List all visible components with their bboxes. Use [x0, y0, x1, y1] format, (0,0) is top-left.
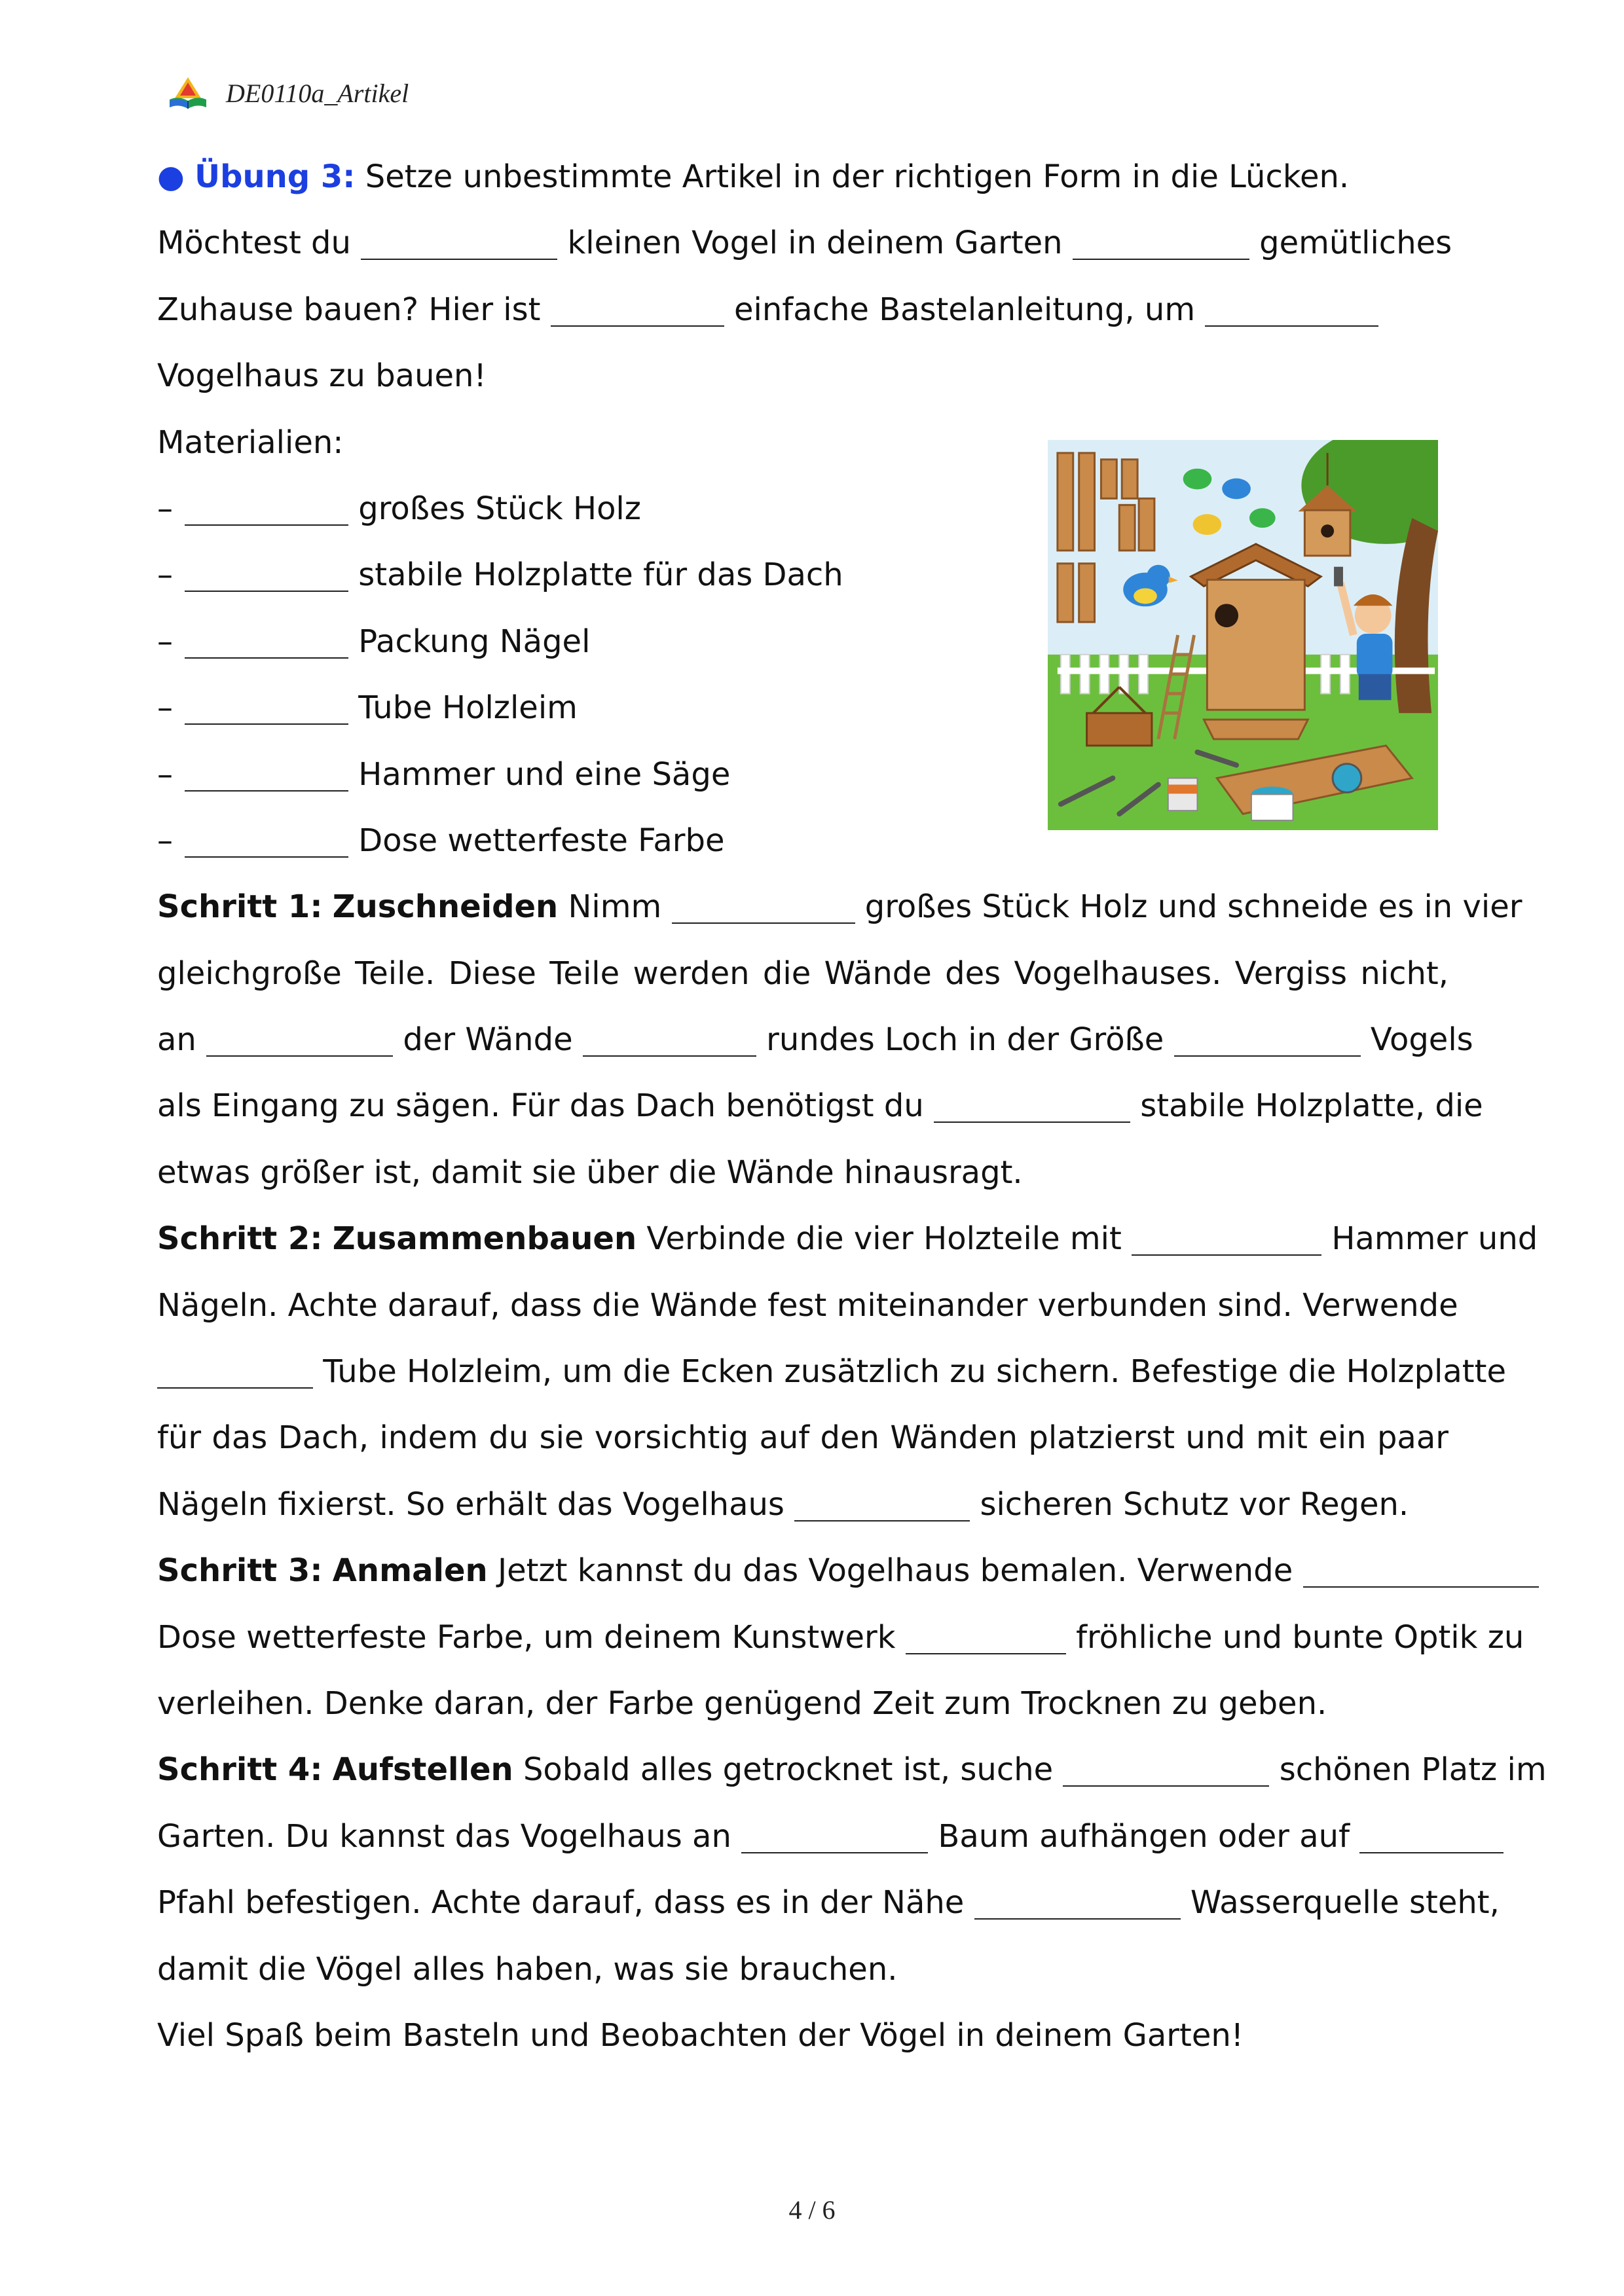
step2-line-5	[157, 1472, 1449, 1538]
text: Jetzt kannst du das Vogelhaus bemalen. Verwende	[497, 1552, 1293, 1590]
text: kleinen Vogel in deinem Garten	[567, 225, 1063, 262]
bullet-icon: ●	[157, 158, 185, 195]
text: schönen Platz im	[1279, 1751, 1547, 1789]
step-title: Aufstellen	[332, 1751, 513, 1789]
step1-line-4	[157, 1073, 1483, 1139]
document-code: DE0110a_Artikel	[226, 78, 409, 108]
dash: –	[157, 556, 173, 594]
step-label: Schritt 2:	[157, 1220, 323, 1258]
text: Hammer und	[1331, 1220, 1538, 1258]
blank-field[interactable]	[906, 1614, 1066, 1654]
closing-line: Viel Spaß beim Basteln und Beobachten der Vögel in deinem Garten!	[157, 2016, 1244, 2054]
worksheet-content	[157, 144, 1547, 2069]
dash: –	[157, 689, 173, 727]
dash: –	[157, 623, 173, 660]
text: der Wände	[403, 1021, 573, 1059]
text: Nägeln fixierst. So erhält das Vogelhaus	[157, 1485, 784, 1523]
intro-line-1	[157, 210, 1452, 276]
material-text: Dose wetterfeste Farbe	[358, 822, 725, 859]
blank-field[interactable]	[185, 485, 348, 526]
page-number: 4 / 6	[788, 2195, 836, 2225]
blank-field[interactable]	[185, 751, 348, 792]
step-label: Schritt 4:	[157, 1751, 323, 1789]
blank-field[interactable]	[185, 618, 348, 659]
text: als Eingang zu sägen. Für das Dach benötigst du	[157, 1087, 924, 1125]
text: stabile Holzplatte, die	[1140, 1087, 1483, 1125]
exercise-heading	[157, 144, 1449, 210]
blank-field[interactable]	[934, 1082, 1130, 1123]
text: Vogels	[1370, 1021, 1473, 1059]
text: einfache Bastelanleitung, um	[734, 291, 1196, 328]
text: gemütliches	[1259, 225, 1452, 262]
step3-line-2	[157, 1605, 1524, 1671]
text: Vogelhaus zu bauen!	[157, 357, 487, 395]
exercise-label: Übung 3:	[194, 158, 356, 195]
text: großes Stück Holz und schneide es in vier	[864, 888, 1522, 926]
blank-field[interactable]	[185, 551, 348, 592]
step-label: Schritt 1:	[157, 888, 323, 926]
text: Tube Holzleim, um die Ecken zusätzlich zu sichern. Befestige die Holzplatte	[323, 1353, 1506, 1391]
intro-line-3	[157, 343, 1449, 409]
step1-line-1	[157, 874, 1522, 940]
material-text: Tube Holzleim	[358, 689, 578, 727]
blank-field[interactable]	[1073, 219, 1249, 260]
blank-field[interactable]	[551, 286, 724, 327]
step-title: Anmalen	[332, 1552, 488, 1590]
step-title: Zuschneiden	[332, 888, 559, 926]
blank-field[interactable]	[1063, 1746, 1269, 1787]
material-text: großes Stück Holz	[358, 490, 641, 527]
step4-line-3	[157, 1870, 1500, 1936]
blank-field[interactable]	[583, 1016, 756, 1057]
step3-line-1	[157, 1538, 1449, 1604]
blank-field[interactable]	[157, 1348, 313, 1389]
step2-line-4: für das Dach, indem du sie vorsichtig auf den Wänden platzierst und mit ein paar	[157, 1419, 1449, 1457]
blank-field[interactable]	[741, 1813, 928, 1853]
blank-field[interactable]	[361, 219, 557, 260]
step2-line-3	[157, 1339, 1506, 1405]
materials-heading: Materialien:	[157, 424, 344, 461]
birdhouse-illustration	[1048, 440, 1438, 830]
blank-field[interactable]	[185, 817, 348, 858]
step1-line-5: etwas größer ist, damit sie über die Wände hinausragt.	[157, 1154, 1023, 1191]
dash: –	[157, 756, 173, 793]
book-triangle-logo-icon	[167, 76, 209, 110]
step2-line-2: Nägeln. Achte darauf, dass die Wände fest miteinander verbunden sind. Verwende	[157, 1286, 1458, 1324]
text: Pfahl befestigen. Achte darauf, dass es in der Nähe	[157, 1884, 965, 1922]
text: Verbinde die vier Holzteile mit	[646, 1220, 1122, 1258]
step4-line-2	[157, 1804, 1449, 1870]
material-text: Hammer und eine Säge	[358, 756, 731, 793]
material-text: Packung Nägel	[358, 623, 591, 660]
step1-line-2: gleichgroße Teile. Diese Teile werden die Wände des Vogelhauses. Vergiss nicht,	[157, 955, 1449, 992]
blank-field[interactable]	[1205, 286, 1378, 327]
exercise-instruction: Setze unbestimmte Artikel in der richtigen Form in die Lücken.	[365, 158, 1350, 195]
text: an	[157, 1021, 196, 1059]
text: Garten. Du kannst das Vogelhaus an	[157, 1817, 731, 1855]
blank-field[interactable]	[1303, 1547, 1539, 1588]
step-label: Schritt 3:	[157, 1552, 323, 1590]
blank-field[interactable]	[1132, 1215, 1321, 1256]
text: fröhliche und bunte Optik zu	[1076, 1618, 1524, 1656]
text: Zuhause bauen? Hier ist	[157, 291, 541, 328]
blank-field[interactable]	[974, 1879, 1181, 1920]
step2-line-1	[157, 1206, 1538, 1272]
text: Nimm	[568, 888, 662, 926]
text: sicheren Schutz vor Regen.	[980, 1485, 1409, 1523]
dash: –	[157, 822, 173, 859]
blank-field[interactable]	[672, 883, 855, 924]
text: Wasserquelle steht,	[1190, 1884, 1500, 1922]
step-title: Zusammenbauen	[332, 1220, 637, 1258]
step3-line-3: verleihen. Denke daran, der Farbe genügend Zeit zum Trocknen zu geben.	[157, 1685, 1327, 1722]
page-header	[167, 73, 409, 113]
blank-field[interactable]	[1359, 1813, 1504, 1853]
step4-line-4: damit die Vögel alles haben, was sie brauchen.	[157, 1950, 898, 1988]
text: Baum aufhängen oder auf	[938, 1817, 1350, 1855]
dash: –	[157, 490, 173, 527]
intro-line-2	[157, 277, 1449, 343]
text: rundes Loch in der Größe	[766, 1021, 1164, 1059]
blank-field[interactable]	[1174, 1016, 1361, 1057]
blank-field[interactable]	[206, 1016, 393, 1057]
step1-line-3	[157, 1007, 1473, 1073]
blank-field[interactable]	[185, 684, 348, 725]
blank-field[interactable]	[794, 1481, 970, 1522]
material-text: stabile Holzplatte für das Dach	[358, 556, 843, 594]
text: Dose wetterfeste Farbe, um deinem Kunstwerk	[157, 1618, 896, 1656]
step4-line-1	[157, 1737, 1547, 1803]
text: Sobald alles getrocknet ist, suche	[523, 1751, 1054, 1789]
text: Möchtest du	[157, 225, 351, 262]
